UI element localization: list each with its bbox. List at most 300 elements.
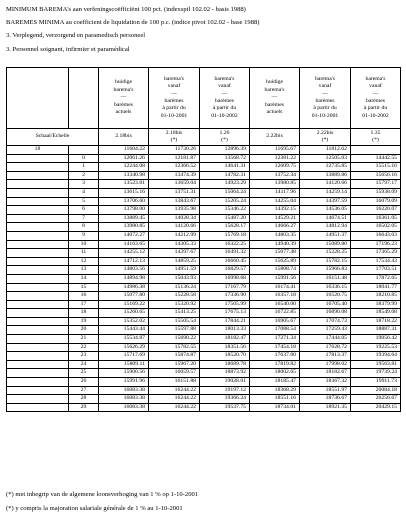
amount-cell: 13935.98 <box>149 206 200 215</box>
column-header-current-b: huidige barema's — barèmes actuels <box>250 68 300 129</box>
amount-cell: 18549.08 <box>351 309 401 318</box>
amount-cell: 16905.67 <box>250 317 300 326</box>
amount-cell: 14117.96 <box>250 188 300 197</box>
amount-cell: 16151.48 <box>300 274 351 283</box>
amount-cell: 18520.70 <box>200 352 250 361</box>
step-cell: 24 <box>69 360 99 369</box>
scale-cell-empty <box>7 249 69 258</box>
amount-cell: 15077.80 <box>99 292 149 301</box>
table-row <box>7 163 401 172</box>
amount-cell: 17271.34 <box>250 335 300 344</box>
amount-cell: 13568.72 <box>200 154 250 163</box>
amount-cell: 17637.00 <box>250 352 300 361</box>
column-header-2002-a: barema's vanaf — barèmes à partir du 01-10-2002 <box>200 68 250 129</box>
amount-cell: 16083.38 <box>99 386 149 395</box>
table-row <box>7 403 401 412</box>
amount-cell: 14674.51 <box>300 214 351 223</box>
table-row <box>7 395 401 404</box>
amount-cell: 15900.56 <box>99 369 149 378</box>
amount-cell: 16540.00 <box>250 300 300 309</box>
table-row <box>7 257 401 266</box>
scale-cell-empty <box>7 335 69 344</box>
amount-cell: 16502.05 <box>351 223 401 232</box>
amount-cell: 15346.22 <box>200 206 250 215</box>
table-row <box>7 206 401 215</box>
amount-cell: 15769.18 <box>200 231 250 240</box>
section-title-nl: 3. Verplegend, verzorgend en paramedisch personeel <box>6 32 146 39</box>
amount-cell: 16083.38 <box>99 403 149 412</box>
step-cell <box>69 146 99 155</box>
amount-cell: 13980.85 <box>250 180 300 189</box>
step-cell: 21 <box>69 335 99 344</box>
amount-cell: 17703.51 <box>351 266 401 275</box>
table-row <box>7 266 401 275</box>
amount-cell: 13523.81 <box>99 180 149 189</box>
amount-cell: 18041.77 <box>351 283 401 292</box>
amount-cell: 15782.15 <box>300 257 351 266</box>
scale-index-cell: 2.18bis <box>99 129 149 146</box>
scale-cell-empty <box>7 300 69 309</box>
amount-cell: 18921.35 <box>300 403 351 412</box>
scale-cell-empty <box>7 154 69 163</box>
amount-cell: 15991.56 <box>250 274 300 283</box>
amount-cell: 16643.03 <box>351 231 401 240</box>
step-cell: 1 <box>69 163 99 172</box>
step-cell: 22 <box>69 343 99 352</box>
footnote-nl: (*) met inbegrip van de algemene loonsverhoging van 1 % op 1-10-2001 <box>6 491 199 498</box>
amount-cell: 17819.82 <box>250 360 300 369</box>
amount-cell: 16520.75 <box>300 292 351 301</box>
amount-cell: 16336.15 <box>300 283 351 292</box>
table-row <box>7 240 401 249</box>
scale-cell-empty <box>7 231 69 240</box>
amount-cell: 14940.39 <box>250 240 300 249</box>
scale-index-cell: 1.26 (*) <box>200 129 250 146</box>
table-row <box>7 386 401 395</box>
amount-cell: 19537.75 <box>200 403 250 412</box>
amount-cell: 15228.58 <box>149 292 200 301</box>
amount-cell: 17167.79 <box>200 283 250 292</box>
amount-cell: 15628.17 <box>200 223 250 232</box>
step-cell: 6 <box>69 206 99 215</box>
amount-cell: 13751.31 <box>149 188 200 197</box>
amount-cell: 19197.12 <box>200 386 250 395</box>
amount-cell: 16998.68 <box>200 274 250 283</box>
amount-cell: 14163.65 <box>99 240 149 249</box>
amount-cell: 15443.44 <box>99 326 149 335</box>
amount-cell: 18736.67 <box>300 395 351 404</box>
scale-index-cell: 1.35 (*) <box>351 129 401 146</box>
amount-cell: 18379.99 <box>351 300 401 309</box>
amount-cell: 17872.65 <box>351 274 401 283</box>
amount-cell: 17336.90 <box>200 292 250 301</box>
scale-cell-empty <box>7 378 69 387</box>
amount-cell: 19225.53 <box>351 343 401 352</box>
amount-cell: 15487.20 <box>200 214 250 223</box>
amount-cell: 17844.21 <box>200 317 250 326</box>
amount-cell: 14951.37 <box>300 231 351 240</box>
amount-cell: 12181.87 <box>149 154 200 163</box>
amount-cell: 14259.14 <box>300 188 351 197</box>
amount-cell: 14951.59 <box>149 266 200 275</box>
table-row <box>7 231 401 240</box>
amount-cell: 15797.17 <box>351 180 401 189</box>
table-row <box>7 317 401 326</box>
amount-cell: 15626.29 <box>99 343 149 352</box>
amount-cell: 16361.05 <box>351 214 401 223</box>
amount-cell: 13615.16 <box>99 188 149 197</box>
scale-cell-empty <box>7 403 69 412</box>
amount-cell: 15228.25 <box>300 249 351 258</box>
step-cell: 5 <box>69 197 99 206</box>
amount-cell: 14529.21 <box>250 214 300 223</box>
amount-cell: 12735.85 <box>300 163 351 172</box>
amount-cell: 14536.05 <box>300 206 351 215</box>
amount-cell: 14812.94 <box>300 223 351 232</box>
amount-cell: 14666.27 <box>250 223 300 232</box>
table-row <box>7 249 401 258</box>
step-cell: 26 <box>69 378 99 387</box>
table-row <box>7 360 401 369</box>
amount-cell: 18734.01 <box>250 403 300 412</box>
amount-cell: 16829.57 <box>200 266 250 275</box>
amount-cell: 19028.01 <box>200 378 250 387</box>
amount-cell: 18718.22 <box>351 317 401 326</box>
scale-index-cell: 2.18bis (*) <box>149 129 200 146</box>
table-row <box>7 283 401 292</box>
amount-cell: 15991.96 <box>99 378 149 387</box>
step-cell: 18 <box>69 309 99 318</box>
amount-cell: 12505.03 <box>300 154 351 163</box>
scale-cell-empty <box>7 214 69 223</box>
step-cell: 19 <box>69 317 99 326</box>
step-cell: 11 <box>69 249 99 258</box>
scale-cell-empty <box>7 386 69 395</box>
amount-cell: 14120.66 <box>300 180 351 189</box>
scale-cell-empty <box>7 163 69 172</box>
amount-cell: 17675.13 <box>200 309 250 318</box>
amount-cell: 14255.12 <box>99 249 149 258</box>
amount-cell: 14392.15 <box>250 206 300 215</box>
scale-cell-empty <box>7 283 69 292</box>
amount-cell: 15169.22 <box>99 300 149 309</box>
amount-cell: 18185.47 <box>250 378 300 387</box>
amount-cell: 16491.32 <box>200 249 250 258</box>
scale-index-cell: 2.22bis (*) <box>300 129 351 146</box>
scale-cell-empty <box>7 197 69 206</box>
amount-cell: 16660.45 <box>200 257 250 266</box>
amount-cell: 15597.88 <box>149 326 200 335</box>
table-row <box>7 214 401 223</box>
step-cell: 17 <box>69 300 99 309</box>
amount-cell: 17534.43 <box>351 257 401 266</box>
amount-cell: 15413.25 <box>149 309 200 318</box>
column-header-2001-b: barema's vanaf — barèmes à partir du 01-10-2001 <box>300 68 351 129</box>
amount-cell: 16151.88 <box>149 378 200 387</box>
step-cell: 0 <box>69 154 99 163</box>
amount-cell: 18013.33 <box>200 326 250 335</box>
amount-cell: 18210.85 <box>351 292 401 301</box>
amount-cell: 13340.98 <box>99 171 149 180</box>
table-row <box>7 378 401 387</box>
amount-cell: 11695.67 <box>250 146 300 155</box>
amount-cell: 19739.24 <box>351 369 401 378</box>
amount-cell: 15515.16 <box>351 163 401 172</box>
amount-cell: 15966.83 <box>300 266 351 275</box>
amount-cell: 14442.55 <box>351 154 401 163</box>
amount-cell: 18351.56 <box>200 343 250 352</box>
table-row <box>7 154 401 163</box>
amount-cell: 15808.74 <box>250 266 300 275</box>
amount-cell: 17259.43 <box>300 326 351 335</box>
column-header-blank-1 <box>7 68 69 129</box>
step-cell: 2 <box>69 171 99 180</box>
amount-cell: 18368.29 <box>250 386 300 395</box>
step-cell: 28 <box>69 395 99 404</box>
amount-cell: 15089.80 <box>300 240 351 249</box>
column-header-blank-2 <box>69 68 99 129</box>
amount-cell: 15717.69 <box>99 352 149 361</box>
amount-cell: 15874.87 <box>149 352 200 361</box>
amount-cell: 13889.45 <box>99 214 149 223</box>
amount-cell: 17813.37 <box>300 352 351 361</box>
amount-cell: 16357.18 <box>250 292 300 301</box>
amount-cell: 17454.18 <box>250 343 300 352</box>
step-cell: 29 <box>69 403 99 412</box>
table-row <box>7 343 401 352</box>
table-row <box>7 171 401 180</box>
amount-cell: 14397.59 <box>300 197 351 206</box>
scale-cell-empty <box>7 395 69 404</box>
amount-cell: 19366.24 <box>200 395 250 404</box>
amount-cell: 17505.99 <box>200 300 250 309</box>
amount-cell: 19563.81 <box>351 360 401 369</box>
amount-cell: 12609.75 <box>250 163 300 172</box>
amount-cell: 16220.07 <box>351 206 401 215</box>
amount-cell: 14255.04 <box>250 197 300 206</box>
table-row <box>7 197 401 206</box>
scale-cell-empty <box>7 292 69 301</box>
amount-cell: 13798.00 <box>99 206 149 215</box>
section-title-fr: 3. Personnel soignant, infirmier et paramédical <box>6 46 130 53</box>
step-cell: 12 <box>69 257 99 266</box>
step-cell: 9 <box>69 231 99 240</box>
amount-cell: 20084.18 <box>351 386 401 395</box>
amount-cell: 15077.48 <box>250 249 300 258</box>
amount-cell: 15656.16 <box>351 171 401 180</box>
amount-cell: 19056.42 <box>351 335 401 344</box>
amount-cell: 12896.39 <box>200 146 250 155</box>
amount-cell: 11604.22 <box>99 146 149 155</box>
amount-cell: 14859.25 <box>149 257 200 266</box>
table-row <box>7 352 401 361</box>
amount-cell: 14641.31 <box>200 163 250 172</box>
amount-cell: 15043.93 <box>149 274 200 283</box>
amount-cell: 18182.67 <box>300 369 351 378</box>
amount-cell: 16705.40 <box>300 300 351 309</box>
amount-cell: 16079.09 <box>351 197 401 206</box>
amount-cell: 14803.35 <box>250 231 300 240</box>
scale-cell: 18 <box>7 146 69 155</box>
amount-cell: 13980.85 <box>99 223 149 232</box>
step-cell: 7 <box>69 214 99 223</box>
amount-cell: 14305.33 <box>149 240 200 249</box>
scale-cell-empty <box>7 317 69 326</box>
amount-cell: 16890.08 <box>300 309 351 318</box>
amount-cell: 20256.67 <box>351 395 401 404</box>
amount-cell: 15809.11 <box>99 360 149 369</box>
amount-cell: 18367.32 <box>300 378 351 387</box>
amount-cell: 17365.29 <box>351 249 401 258</box>
scale-cell-empty <box>7 266 69 275</box>
table-row <box>7 326 401 335</box>
amount-cell: 18887.31 <box>351 326 401 335</box>
amount-cell: 14397.67 <box>149 249 200 258</box>
amount-cell: 13752.34 <box>250 171 300 180</box>
amount-cell: 15136.24 <box>149 283 200 292</box>
table-row <box>7 292 401 301</box>
table-row <box>7 223 401 232</box>
step-cell: 20 <box>69 326 99 335</box>
amount-cell: 15505.54 <box>149 317 200 326</box>
amount-cell: 14028.34 <box>149 214 200 223</box>
footnote-fr: (*) y compris la majoration salariale générale de 1 % au 1-10-2001 <box>6 505 183 512</box>
amount-cell: 15625.89 <box>250 257 300 266</box>
amount-cell: 15352.02 <box>99 317 149 326</box>
scale-cell-empty <box>7 369 69 378</box>
scale-cell-empty <box>7 326 69 335</box>
amount-cell: 15690.22 <box>149 335 200 344</box>
scale-cell-empty <box>7 257 69 266</box>
table-row <box>7 146 401 155</box>
amount-cell: 12381.22 <box>250 154 300 163</box>
amount-cell: 14894.98 <box>99 274 149 283</box>
amount-cell: 20429.15 <box>351 403 401 412</box>
amount-cell: 13889.86 <box>300 171 351 180</box>
scale-label: Schaal/Echelle <box>7 129 99 146</box>
header-line-2: BAREMES MINIMA au coefficient de liquidation de 100 p.c. (indice pivot 102.02 - base 1988) <box>6 19 260 26</box>
amount-cell: 16244.22 <box>149 386 200 395</box>
amount-cell: 14803.56 <box>99 266 149 275</box>
amount-cell: 14212.99 <box>149 231 200 240</box>
amount-cell: 18002.65 <box>250 369 300 378</box>
amount-cell: 15782.55 <box>149 343 200 352</box>
scale-cell-empty <box>7 180 69 189</box>
table-row <box>7 300 401 309</box>
amount-cell: 19911.73 <box>351 378 401 387</box>
scale-cell-empty <box>7 206 69 215</box>
table-row <box>7 180 401 189</box>
amount-cell: 18551.97 <box>300 386 351 395</box>
amount-cell: 16083.38 <box>99 395 149 404</box>
amount-cell: 14923.29 <box>200 180 250 189</box>
table-row <box>7 335 401 344</box>
amount-cell: 17998.02 <box>300 360 351 369</box>
amount-cell: 11730.26 <box>149 146 200 155</box>
amount-cell: 13843.67 <box>149 197 200 206</box>
amount-cell: 14120.66 <box>149 223 200 232</box>
step-cell: 16 <box>69 292 99 301</box>
step-cell: 14 <box>69 274 99 283</box>
amount-cell: 12366.52 <box>149 163 200 172</box>
amount-cell: 15320.92 <box>149 300 200 309</box>
column-header-row <box>7 68 401 129</box>
table-row <box>7 309 401 318</box>
scale-index-row <box>7 129 401 146</box>
scale-cell-empty <box>7 352 69 361</box>
column-header-2002-b: barema's vanaf — barèmes à partir du 01-10-2002 <box>351 68 401 129</box>
amount-cell: 16059.57 <box>149 369 200 378</box>
amount-cell: 13659.04 <box>149 180 200 189</box>
scale-cell-empty <box>7 309 69 318</box>
step-cell: 10 <box>69 240 99 249</box>
amount-cell: 16722.85 <box>250 309 300 318</box>
scale-cell-empty <box>7 223 69 232</box>
step-cell: 4 <box>69 188 99 197</box>
scale-index-cell: 2.22bis <box>250 129 300 146</box>
amount-cell <box>351 146 401 155</box>
scale-cell-empty <box>7 188 69 197</box>
amount-cell: 18551.16 <box>250 395 300 404</box>
scale-cell-empty <box>7 274 69 283</box>
amount-cell: 14986.38 <box>99 283 149 292</box>
amount-cell: 17088.54 <box>250 326 300 335</box>
amount-cell: 19394.64 <box>351 352 401 361</box>
step-cell: 8 <box>69 223 99 232</box>
table-row <box>7 188 401 197</box>
amount-cell: 15967.20 <box>149 360 200 369</box>
table-row <box>7 274 401 283</box>
column-header-current-a: huidige barema's — barèmes actuels <box>99 68 149 129</box>
amount-cell: 16174.41 <box>250 283 300 292</box>
amount-cell: 13474.39 <box>149 171 200 180</box>
scale-cell-empty <box>7 343 69 352</box>
amount-cell: 15534.87 <box>99 335 149 344</box>
amount-cell: 18182.47 <box>200 335 250 344</box>
amount-cell: 11812.62 <box>300 146 351 155</box>
salary-scale-table <box>6 67 401 412</box>
amount-cell: 16244.22 <box>149 403 200 412</box>
step-cell: 25 <box>69 369 99 378</box>
amount-cell: 15260.65 <box>99 309 149 318</box>
step-cell: 13 <box>69 266 99 275</box>
amount-cell: 12244.08 <box>99 163 149 172</box>
step-cell: 27 <box>69 386 99 395</box>
amount-cell: 15064.24 <box>200 188 250 197</box>
header-line-1: MINIMUM BAREMA's aan verfeningscoëfficiënt 100 pct. (indexspil 102.02 - basis 1988) <box>6 6 246 13</box>
amount-cell: 17444.05 <box>300 335 351 344</box>
amount-cell: 17074.73 <box>300 317 351 326</box>
amount-cell: 15938.09 <box>351 188 401 197</box>
amount-cell: 12061.26 <box>99 154 149 163</box>
amount-cell: 13706.60 <box>99 197 149 206</box>
step-cell: 15 <box>69 283 99 292</box>
step-cell: 3 <box>69 180 99 189</box>
amount-cell: 14712.13 <box>99 257 149 266</box>
amount-cell: 18873.92 <box>200 369 250 378</box>
column-header-2001-a: barema's vanaf — barèmes à partir du 01-10-2001 <box>149 68 200 129</box>
step-cell: 23 <box>69 352 99 361</box>
scale-cell-empty <box>7 240 69 249</box>
amount-cell: 18689.78 <box>200 360 250 369</box>
amount-cell: 15205.24 <box>200 197 250 206</box>
amount-cell: 14072.27 <box>99 231 149 240</box>
table-row <box>7 369 401 378</box>
scale-cell-empty <box>7 360 69 369</box>
scale-cell-empty <box>7 171 69 180</box>
amount-cell: 16244.22 <box>149 395 200 404</box>
amount-cell: 17196.23 <box>351 240 401 249</box>
